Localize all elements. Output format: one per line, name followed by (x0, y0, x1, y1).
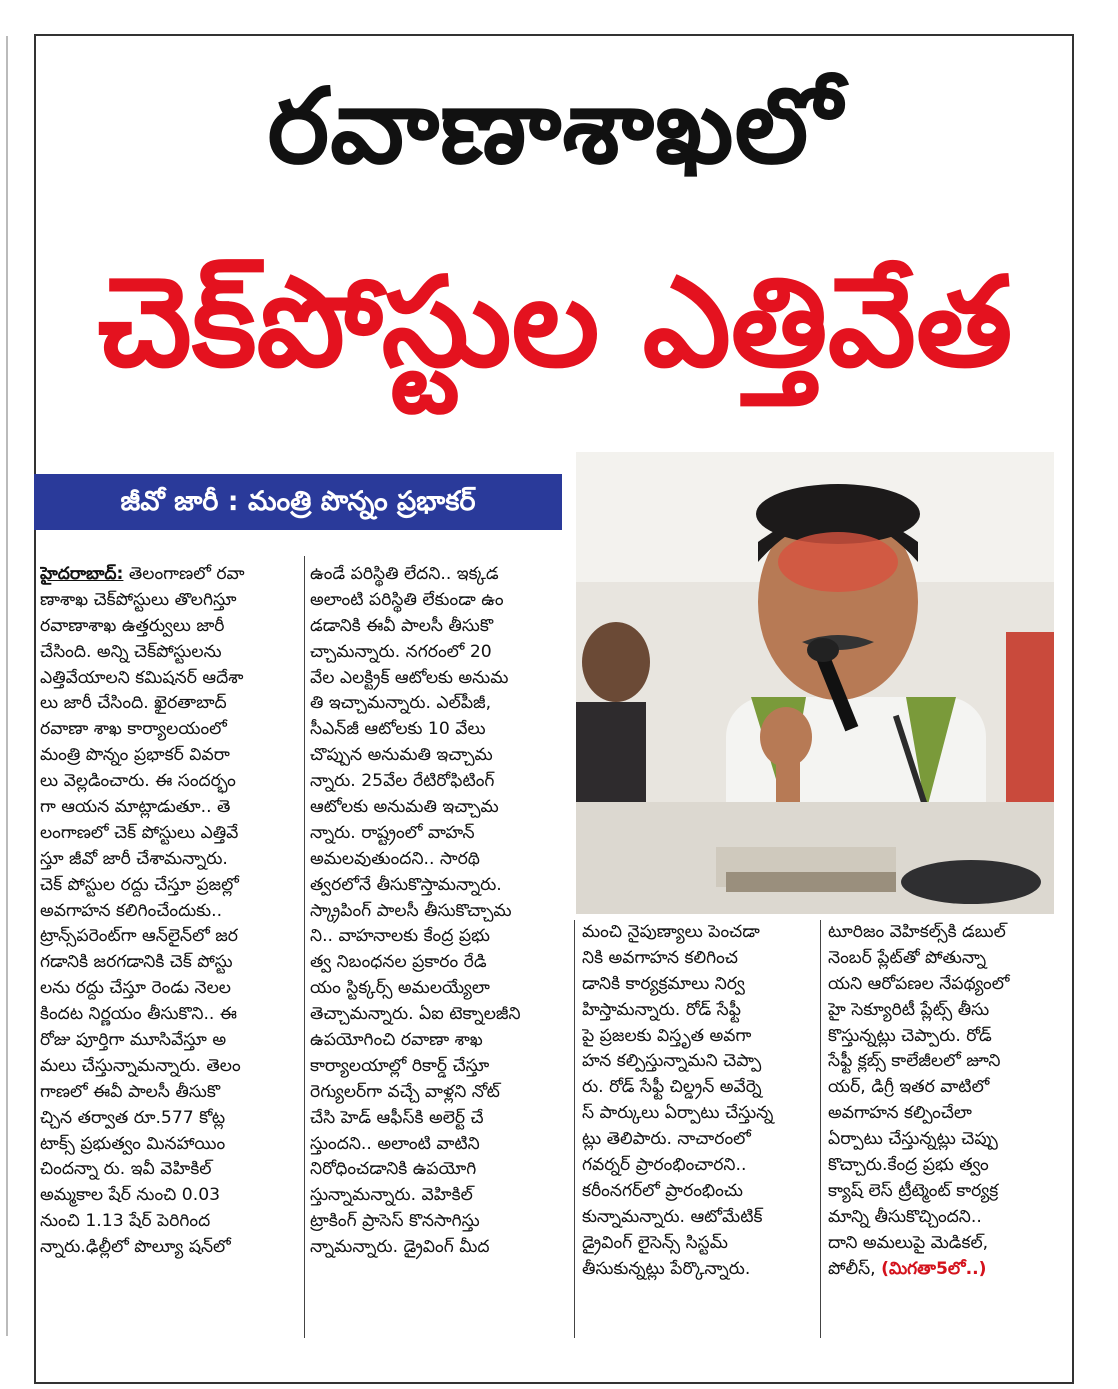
column2-line: ట్రాకింగ్ ప్రాసెస్ కొనసాగిస్తు (310, 1211, 480, 1232)
column4-line: దాని అమలుపై మెడికల్, (828, 1232, 989, 1253)
column1-line: లను రద్దు చేస్తూ రెండు నెలల (40, 978, 231, 999)
column1-line: ఎత్తివేయాలని కమిషనర్ ఆదేశా (40, 667, 244, 688)
column2-line: యం స్టిక్కర్స్ అమలయ్యేలా (310, 978, 490, 999)
column4-line: కొస్తున్నట్లు చెప్పారు. రోడ్ (828, 1025, 992, 1046)
column-divider (304, 556, 305, 1338)
column1-line: మలు చేస్తున్నామన్నారు. తెలం (40, 1055, 241, 1076)
column3-line: డానికి కార్యక్రమాలు నిర్వ (582, 973, 745, 994)
column4-line: అవగాహన కల్పించేలా (828, 1103, 972, 1124)
column1-line: గాణలో ఈవీ పాలసీ తీసుకొ (40, 1081, 221, 1102)
column2-line: స్క్రాపింగ్ పాలసీ తీసుకొచ్చామ (310, 900, 512, 921)
article-column-2 (310, 562, 568, 1261)
column4-line: ఏర్పాటు చేస్తున్నట్లు చెప్పు (828, 1129, 998, 1150)
column4-line: కొచ్చారు.కేంద్ర ప్రభు త్వం (828, 1155, 989, 1176)
column3-line: ట్లు తెలిపారు. నాచారంలో (582, 1129, 751, 1150)
column4-line: సేఫ్టీ క్లబ్స్ కాలేజీలలో జూని (828, 1051, 1001, 1072)
headline-line1: రవాణాశాఖలో (267, 65, 843, 187)
column2-line: రెగ్యులర్‌గా వచ్చే వాళ్లని నోట్ (310, 1081, 500, 1102)
column2-line: తి ఇచ్చామన్నారు. ఎల్‌పీజీ, (310, 693, 492, 714)
column1-line: గా ఆయన మాట్లాడుతూ.. తె (40, 797, 231, 818)
column1-line: మంత్రి పొన్నం ప్రభాకర్ వివరా (40, 745, 230, 766)
column1-line: రోజు పూర్తిగా మూసివేస్తూ అ (40, 1030, 227, 1051)
column3-line: కున్నామన్నారు. ఆటోమేటిక్ (582, 1206, 763, 1227)
minister-photo (576, 452, 1054, 914)
column3-line: కరీంనగర్‌లో ప్రారంభించు (582, 1180, 743, 1201)
column2-line: అలాంటి పరిస్థితి లేకుండా ఉం (310, 589, 504, 610)
last-line-lead: పోలీస్, (828, 1258, 876, 1279)
column1-line: అమ్మకాల షేర్ నుంచి 0.03 (40, 1185, 221, 1206)
column2-line: స్తున్నామన్నారు. వెహికిల్ (310, 1185, 473, 1206)
column1-line: రవాణా శాఖ కార్యాలయంలో (40, 719, 227, 740)
article-column-1 (40, 562, 298, 1261)
column3-line: హిస్తామన్నారు. రోడ్ సేఫ్టీ (582, 999, 741, 1020)
column3-line: రు. రోడ్ సేఫ్టీ చిల్డ్రన్ అవేర్నె (582, 1077, 762, 1098)
dateline: హైదరాబాద్: (40, 564, 124, 584)
continued-reference: (మిగతా5లో..) (881, 1258, 987, 1279)
column1-line: రవాణాశాఖ ఉత్తర్వులు జారీ (40, 615, 225, 636)
column1-line: చేసింది. అన్ని చెక్‌పోస్టులను (40, 641, 222, 662)
column3-line: తీసుకున్నట్లు పేర్కొన్నారు. (582, 1258, 751, 1279)
column2-line: కార్యాలయాల్లో రికార్డ్ చేస్తూ (310, 1055, 490, 1076)
column2-line: న్నారు. 25వేల రేటిరోఫిటింగ్ (310, 771, 495, 792)
column4-line: నెంబర్ ప్లేట్‌తో పోతున్నా (828, 947, 987, 968)
column1-line-0: హైదరాబాద్: తెలంగాణలో రవా (40, 564, 245, 584)
column2-line: న్నారు. రాష్ట్రంలో వాహన్ (310, 822, 475, 843)
subheadline-banner: జీవో జారీ : మంత్రి పొన్నం ప్రభాకర్ (34, 474, 562, 530)
column1-line: చ్చిన తర్వాత రూ.577 కోట్ల (40, 1107, 226, 1128)
column1-line: లు జారీ చేసింది. ఖైరతాబాద్ (40, 693, 227, 714)
column1-line: చిందన్నా రు. ఇవీ వెహికిల్ (40, 1159, 212, 1180)
column4-last-line (828, 1257, 1060, 1283)
column1-line: అవగాహన కలిగించేందుకు.. (40, 900, 223, 921)
column1-line: ణాశాఖ చెక్‌పోస్టులు తొలగిస్తూ (40, 589, 237, 610)
column1-line: నుంచి 1.13 షేర్ పెరిగింద (40, 1211, 211, 1232)
column3-line: పై ప్రజలకు విస్తృత అవగా (582, 1025, 752, 1046)
column2-line: డడానికి ఈవీ పాలసీ తీసుకొ (310, 615, 494, 636)
column4-line: హై సెక్యూరిటీ ప్లేట్స్ తీసు (828, 999, 990, 1020)
column2-line: చేసి హెడ్ ఆఫీస్‌కి అలెర్ట్ చే (310, 1107, 484, 1128)
column1-line: స్తూ జీవో జారీ చేశామన్నారు. (40, 848, 228, 869)
column2-line: ఉపయోగించి రవాణా శాఖ (310, 1030, 483, 1051)
column1-line: లు వెల్లడించారు. ఈ సందర్భం (40, 771, 236, 792)
column2-line: న్నామన్నారు. డ్రైవింగ్ మీద (310, 1237, 490, 1258)
column3-line: నికి అవగాహన కలిగించ (582, 947, 738, 968)
column-divider (574, 920, 575, 1338)
column1-line: లంగాణలో చెక్ పోస్టులు ఎత్తివే (40, 822, 239, 843)
column2-line: తెచ్చామన్నారు. ఏఐ టెక్నాలజీని (310, 1004, 521, 1025)
column4-line: మాన్ని తీసుకొచ్చిందని.. (828, 1206, 982, 1227)
minister-photo-illustration (576, 452, 1054, 914)
column3-line: హన కల్పిస్తున్నామని చెప్పా (582, 1051, 762, 1072)
column1-line: చెక్ పోస్టుల రద్దు చేస్తూ ప్రజల్లో (40, 874, 239, 895)
column3-line: డ్రైవింగ్ లైసెన్స్ సిస్టమ్ (582, 1232, 728, 1253)
column2-line: ఆటోలకు అనుమతి ఇచ్చామ (310, 797, 499, 818)
column3-line: మంచి నైపుణ్యాలు పెంచడా (582, 922, 760, 942)
column4-line: యర్, డిగ్రీ ఇతర వాటిలో (828, 1077, 990, 1098)
article-column-4 (828, 920, 1060, 1282)
column2-line: అమలవుతుందని.. సారథి (310, 848, 480, 869)
column3-line: స్ పార్కులు ఏర్పాటు చేస్తున్న (582, 1103, 774, 1124)
page-gutter-rule (6, 36, 8, 1336)
column2-line: త్వరలోనే తీసుకొస్తామన్నారు. (310, 874, 502, 895)
column1-line: ట్రాన్స్‌పరెంట్‌గా ఆన్‌లైన్‌లో జర (40, 926, 238, 947)
column1-line: టాక్స్ ప్రభుత్వం మినహాయిం (40, 1133, 226, 1154)
article-column-3 (582, 920, 812, 1282)
column2-line: ని.. వాహనాలకు కేంద్ర ప్రభు (310, 926, 490, 947)
column2-line: ఉండే పరిస్థితి లేదని.. ఇక్కడ (310, 564, 499, 584)
column2-line: స్తుందని.. అలాంటి వాటిని (310, 1133, 480, 1154)
column1-line: కిందట నిర్ణయం తీసుకొని.. ఈ (40, 1004, 237, 1025)
column2-line: సీఎన్‌జీ ఆటోలకు 10 వేలు (310, 719, 486, 740)
column4-line: యని ఆరోపణల నేపథ్యంలో (828, 973, 1010, 994)
column4-line: టూరిజం వెహికల్స్‌కి డబుల్ (828, 922, 1006, 942)
column-divider (820, 920, 821, 1338)
headline-line2: చెక్‌పోస్టుల ఎత్తివేత (97, 251, 1013, 395)
column1-line: గడానికి జరగడానికి చెక్ పోస్టు (40, 952, 233, 973)
column2-line: వేల ఎలక్ట్రిక్ ఆటోలకు అనుమ (310, 667, 509, 688)
column2-line: త్వ నిబంధనల ప్రకారం రేడి (310, 952, 487, 973)
column4-line: క్యాష్ లెస్ ట్రీట్మెంట్ కార్యక్ర (828, 1180, 999, 1201)
column2-line: నిరోధించడానికి ఉపయోగి (310, 1159, 477, 1180)
column1-line: న్నారు.ఢిల్లీలో పొల్యూ షన్‌లో (40, 1237, 231, 1258)
column2-line: చ్చామన్నారు. నగరంలో 20 (310, 641, 492, 662)
column3-line: గవర్నర్ ప్రారంభించారని.. (582, 1155, 747, 1176)
column2-line: చొప్పున అనుమతి ఇచ్చామ (310, 745, 493, 766)
